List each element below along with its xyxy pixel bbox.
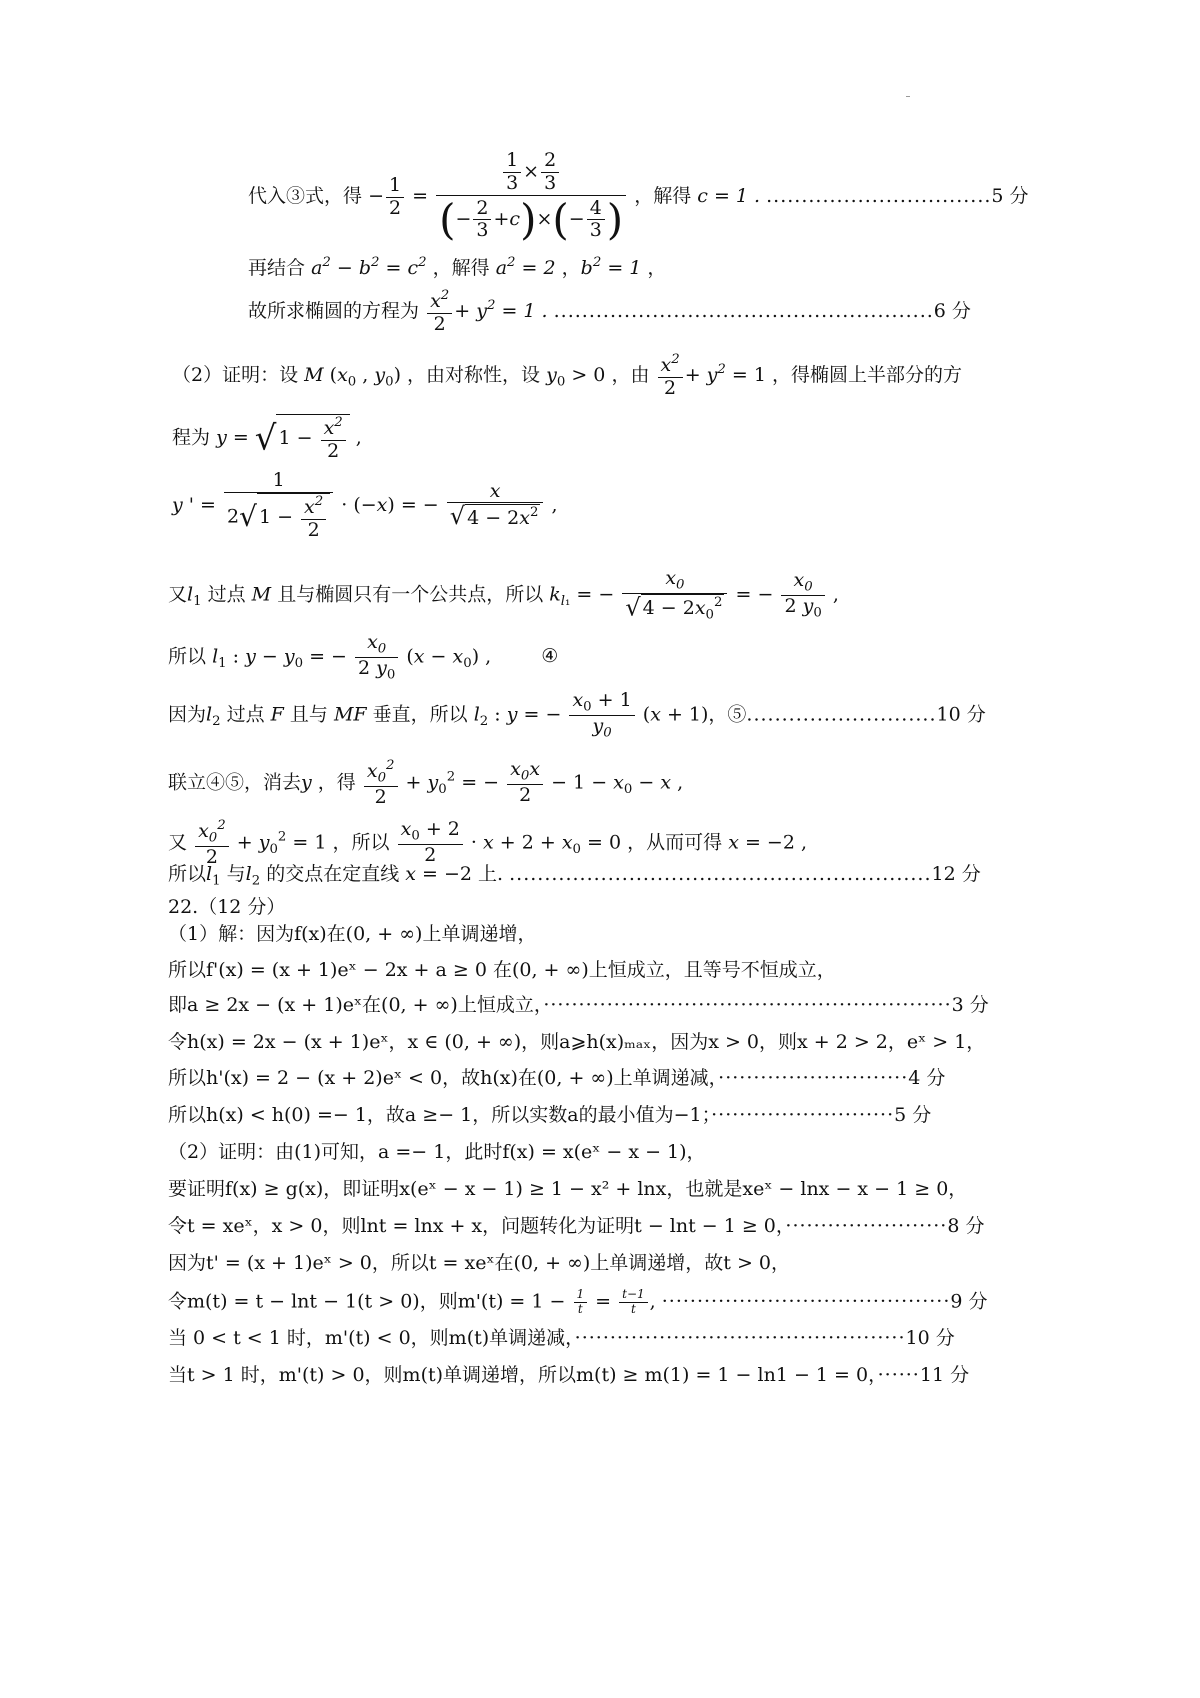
line-17: 令h(x) = 2x − (x + 1)eˣ，x ∈ (0, + ∞)，则a⩾h(x)ₘₐₓ，因为x > 0，则x + 2 > 2，eˣ > 1， xyxy=(168,1031,986,1053)
line-3: 故所求椭圆的方程为 $\frac{x^2}{2}$ + $y^2 = 1$ . ......................................................6 分 xyxy=(248,288,971,335)
line-26: 当t > 1 时，m'(t) > 0，则m(t)单调递增，所以m(t) ≥ m(1) = 1 − ln1 − 1 = 0，······11 分 xyxy=(168,1364,970,1386)
line-8: 所以 $l_1$ : $y - y_0$ = − $\frac{x_0}{2 y_0}$ $(x - x_0)$ , ④ xyxy=(168,631,559,683)
line-20: （2）证明：由(1)可知，a =− 1，此时f(x) = x(eˣ − x − 1)， xyxy=(168,1141,706,1163)
line-22: 令t = xeˣ，x > 0，则lnt = lnx + x，问题转化为证明t − lnt − 1 ≥ 0，·······················8 分 xyxy=(168,1215,985,1237)
line-16: 即a ≥ 2x − (x + 1)eˣ在(0, + ∞)上恒成立，··························································3 分 xyxy=(168,994,989,1016)
problem-22-header: 22.（12 分） xyxy=(168,896,286,918)
line-10: 联立④⑤，消去y ，得 $\frac{x_0^2}{2}$ + $y_0^2$ = − $\frac{x_0x}{2}$ − $1 - x_0 - x$ , xyxy=(168,758,684,808)
line-14: （1）解：因为f(x)在(0, + ∞)上单调递增， xyxy=(168,923,537,945)
line-15: 所以f'(x) = (x + 1)eˣ − 2x + a ≥ 0 在(0, + ∞)上恒成立，且等号不恒成立， xyxy=(168,959,836,981)
line-21: 要证明f(x) ≥ g(x)，即证明x(eˣ − x − 1) ≥ 1 − x² + lnx，也就是xeˣ − lnx − x − 1 ≥ 0， xyxy=(168,1178,968,1200)
line-11: 又 $\frac{x_0^2}{2}$ + $y_0^2 = 1$ ，所以 $\frac{x_0 + 2}{2}$ · $x + 2 + x_0 = 0$ ，从而可得 x = −2 , xyxy=(168,818,808,868)
line-6: y ' = 1 2√ 1 − $\frac{x^2}{2}$ · (−x) = − $\frac{x}{√ 4 - 2x^2}$ , xyxy=(172,469,558,541)
line-4: （2）证明：设 M ($x_0$ , $y_0$) ，由对称性，设 $y_0 > 0$ ，由 $\frac{x^2}{2}$ + $y^2 = 1$ ，得椭圆上半部分的方 xyxy=(172,352,963,399)
line-19: 所以h(x) < h(0) =− 1，故a ≥− 1，所以实数a的最小值为−1；··························5 分 xyxy=(168,1104,932,1126)
scan-mark xyxy=(906,96,910,97)
line-23: 因为t' = (x + 1)eˣ > 0，所以t = xeˣ在(0, + ∞)上单调递增，故t > 0， xyxy=(168,1252,791,1274)
line-12: 所以$l_1$ 与$l_2$ 的交点在定直线 x = −2 上. ............................................................12 分 xyxy=(168,863,981,889)
line-5: 程为 y = √ 1 − $\frac{x^2}{2}$ , xyxy=(172,415,362,462)
line-25: 当 0 < t < 1 时，m'(t) < 0，则m(t)单调递减，···············································10 分 xyxy=(168,1327,955,1349)
line-24: 令m(t) = t − lnt − 1(t > 0)，则m'(t) = 1 − $\frac{1}{t}$ = $\frac{t-1}{t}$ , ·········································9 分 xyxy=(168,1287,988,1316)
line-1: 代入③式，得 − $\frac{1}{2}$ = $\frac{1}{3}$ × $\frac{2}{3}$ (− $\frac{2}{3}$ +c)×(− $\frac{4}{3}$ ) ，解得 c = 1 . ................................5 分 xyxy=(248,149,1029,244)
line-7: 又$l_1$ 过点 M 且与椭圆只有一个公共点，所以 $k_{l_1}$ = − $\frac{x_0}{√ 4 - 2x_0^2}$ = − $\frac{x_0}{2 y_0}$ , xyxy=(168,567,839,623)
line-18: 所以h'(x) = 2 − (x + 2)eˣ < 0，故h(x)在(0, + ∞)上单调递减，···························4 分 xyxy=(168,1067,946,1089)
line-9: 因为$l_2$ 过点 F 且与 MF 垂直，所以 $l_2$ : y = − $\frac{x_0 + 1}{y_0}$ (x + 1)，⑤...........................10 分 xyxy=(168,689,986,741)
line-2: 再结合 $a^2 - b^2 = c^2$ ，解得 $a^2 = 2$ ，$b^2 = 1$ ， xyxy=(248,255,667,279)
